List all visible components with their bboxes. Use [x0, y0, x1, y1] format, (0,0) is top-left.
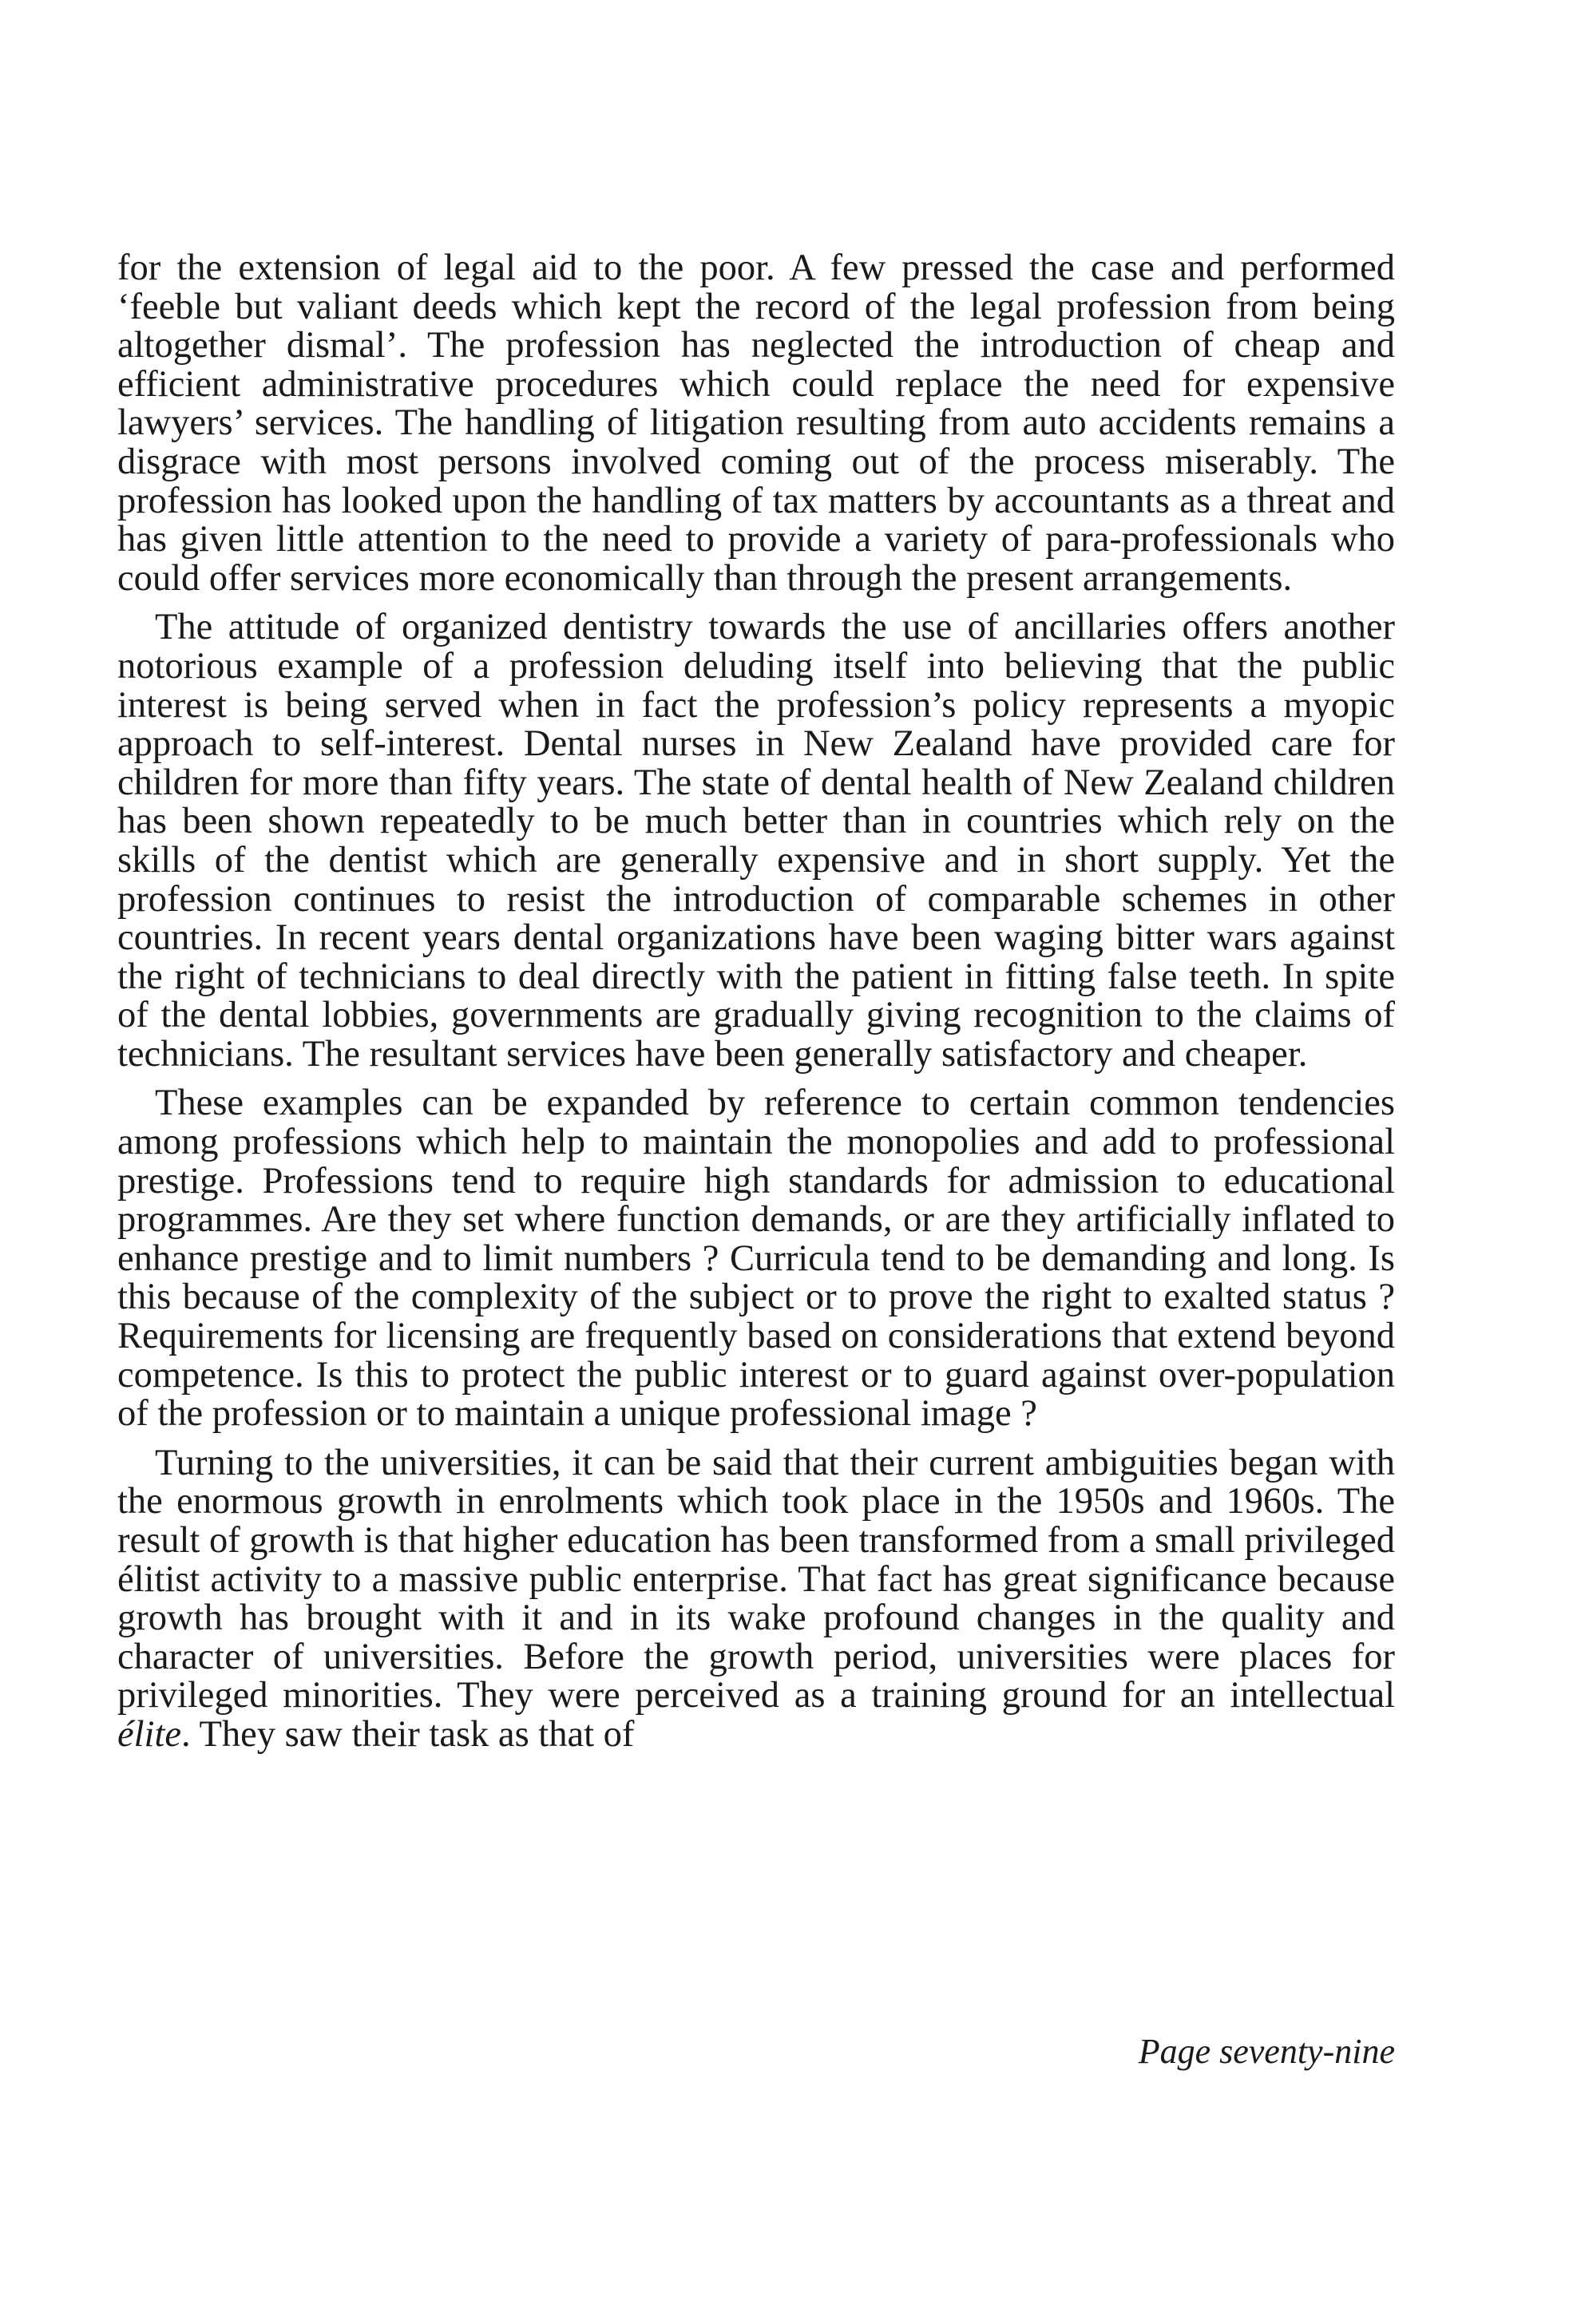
paragraph-4-text-end: . They saw their task as that of: [181, 1713, 635, 1755]
page-number-footer: Page seventy-nine: [1138, 2032, 1395, 2071]
paragraph-1-text: for the extension of legal aid to the poor. A few pressed the case and performed ‘feeble but valiant deeds which kept the record of the legal profession from being altogether dismal’. The profession has neglected the introduction of cheap and efficient administrative procedures which could replace the need for expensive lawyers’ services. The handling of litigation resulting from auto accidents remains a disgrace with most persons involved coming out of the process miserably. The profession has looked upon the handling of tax matters by accountants as a threat and has given little attention to the need to provide a variety of para-professionals who could offer services more economically than through the present arrangements.: [117, 247, 1395, 599]
italic-elite-term: élite: [117, 1713, 182, 1755]
paragraph-3: [117, 1084, 1395, 1433]
paragraph-4-text-start: Turning to the universities, it can be said that their current ambiguities began with the enormous growth in enrolments which took place in the 1950s and 1960s. The result of growth is that higher education has been transformed from a small privileged élitist activity to a massive public enterprise. That fact has great significance because growth has brought with it and in its wake profound changes in the quality and character of universities. Before the growth period, universities were places for privileged minorities. They were perceived as a training ground for an intellectual: [117, 1442, 1395, 1716]
page-body: [117, 249, 1395, 1765]
paragraph-2: [117, 608, 1395, 1074]
paragraph-3-text: These examples can be expanded by reference to certain common tendencies among professions which help to maintain the monopolies and add to professional prestige. Professions tend to require high standards for admission to educational programmes. Are they set where function demands, or are they artificially inflated to enhance prestige and to limit numbers ? Curricula tend to be demanding and long. Is this because of the complexity of the subject or to prove the right to exalted status ? Requirements for licensing are frequently based on considerations that extend beyond competence. Is this to protect the public interest or to guard against over-population of the profession or to maintain a unique professional image ?: [117, 1083, 1395, 1435]
paragraph-1: [117, 249, 1395, 598]
paragraph-4: [117, 1444, 1395, 1755]
paragraph-2-text: The attitude of organized dentistry towards the use of ancillaries offers another notorious example of a profession deluding itself into believing that the public interest is being served when in fact the profession’s policy represents a myopic approach to self-interest. Dental nurses in New Zealand have provided care for children for more than fifty years. The state of dental health of New Zealand children has been shown repeatedly to be much better than in countries which rely on the skills of the dentist which are generally expensive and in short supply. Yet the profession continues to resist the introduction of comparable schemes in other countries. In recent years dental organizations have been waging bitter wars against the right of technicians to deal directly with the patient in fitting false teeth. In spite of the dental lobbies, governments are gradually giving recognition to the claims of technicians. The resultant services have been generally satisfactory and cheaper.: [117, 607, 1395, 1075]
